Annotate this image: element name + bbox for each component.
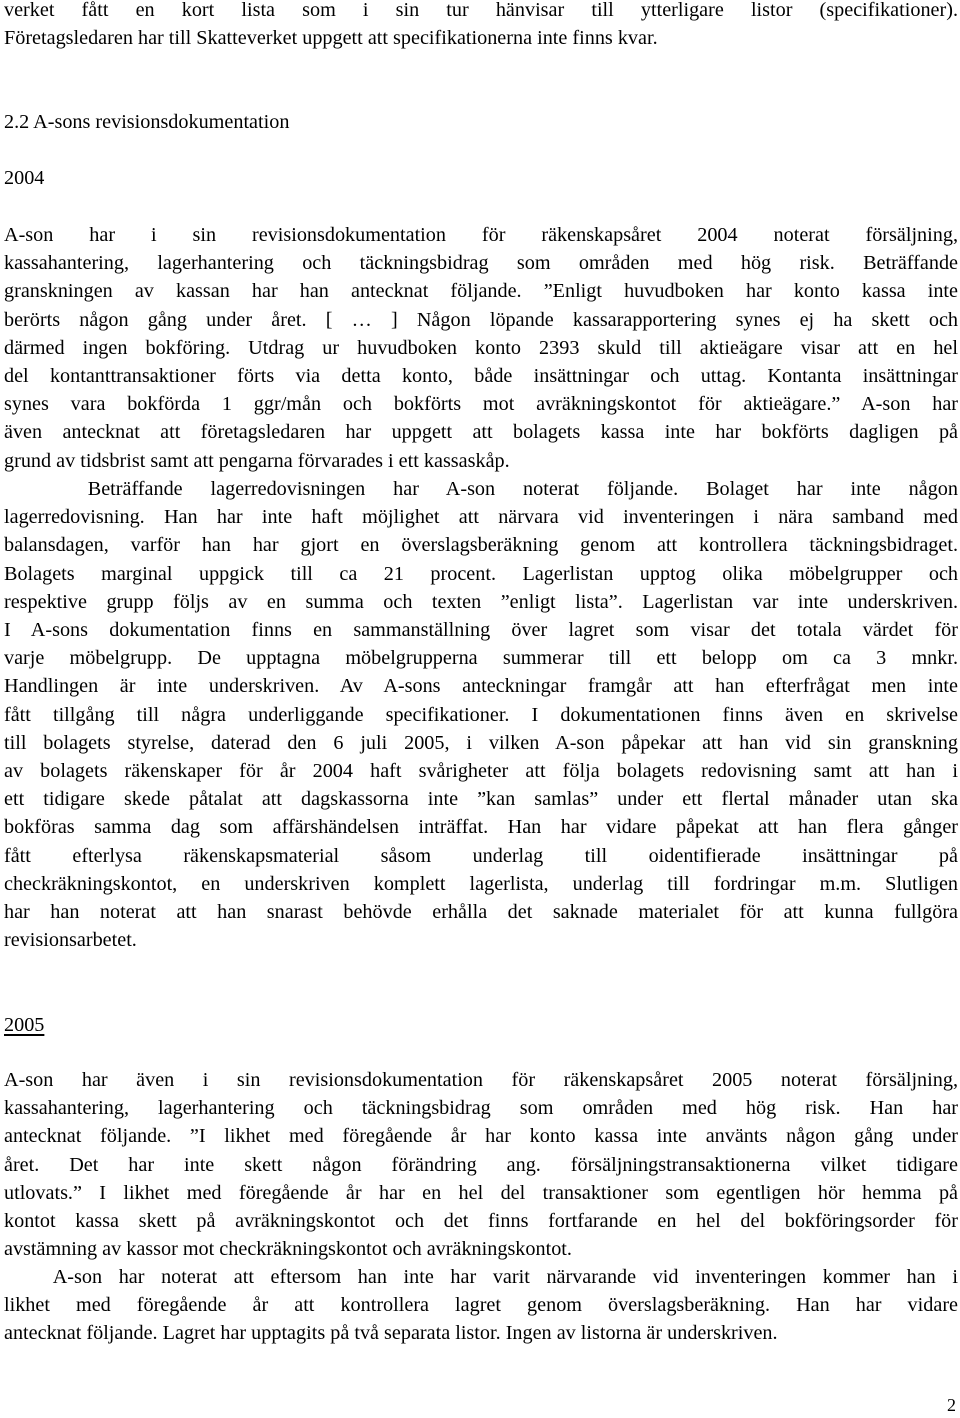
- text-line: lagerredovisning. Han har inte haft möjlighet att närvara vid inventeringen i nära samband med: [4, 506, 958, 529]
- text-line: avstämning av kassor mot checkräkningskontot och avräkningskontot.: [4, 1238, 572, 1261]
- text-line: året. Det har inte skett någon förändring ang. försäljningstransaktionerna vilket tidigare: [4, 1153, 958, 1176]
- text-line: antecknat följande. ”I likhet med föregående år har konto kassa inte använts någon gång under: [4, 1125, 958, 1148]
- text-line: likhet med föregående år att kontrollera lagret genom överslagsberäkning. Han har vidare: [4, 1294, 958, 1317]
- text-line: utlovats.” I likhet med föregående år har en hel del transaktioner som egentligen hör hemma på: [4, 1181, 958, 1204]
- text-line: synes vara bokförda 1 ggr/mån och bokförts mot avräkningskontot för aktieägare.” A-son har: [4, 393, 958, 416]
- text-line: varje möbelgrupp. De upptagna möbelgrupperna summerar till ett belopp om ca 3 mnkr.: [4, 647, 958, 670]
- text-line: grund av tidsbrist samt att pengarna förvarades i ett kassaskåp.: [4, 449, 510, 472]
- text-line: I A-sons dokumentation finns en sammanställning över lagret som visar det totala värdet för: [4, 619, 958, 642]
- text-line: till bolagets styrelse, daterad den 6 juli 2005, i vilken A-son påpekar att han vid sin granskning: [4, 731, 958, 754]
- text-line: granskningen av kassan har han antecknat följande. ”Enligt huvudboken har konto kassa inte: [4, 280, 958, 303]
- year-2005-heading: 2005: [4, 1014, 45, 1036]
- text-line: berörts någon gång under året. [ … ] Någon löpande kassarapportering synes ej ha skett och: [4, 308, 958, 331]
- text-line: bokföras samma dag som affärshändelsen inträffat. Han har vidare påpekat att han flera gånger: [4, 816, 958, 839]
- text-line: fått efterlysa räkenskapsmaterial såsom underlag till oidentifierade insättningar på: [4, 844, 958, 867]
- text-line: revisionsarbetet.: [4, 929, 137, 952]
- text-line: A-son har även i sin revisionsdokumentation för räkenskapsåret 2005 noterat försäljning,: [4, 1069, 958, 1091]
- text-line: Beträffande lagerredovisningen har A-son noterat följande. Bolaget har inte någon: [4, 478, 958, 500]
- text-line: kassahantering, lagerhantering och täckningsbidrag som områden med hög risk. Han har: [4, 1097, 958, 1120]
- text-line: fått tillgång till några underliggande specifikationer. I dokumentationen finns även en skrivelse: [4, 703, 958, 726]
- text-line: kontot kassa skett på avräkningskontot och det finns fortfarande en hel del bokföringsorder för: [4, 1210, 958, 1233]
- intro-line-1: verket fått en kort lista som i sin tur hänvisar till ytterligare listor (specifikationer).: [4, 0, 958, 21]
- text-line: checkräkningskontot, en underskriven komplett lagerlista, underlag till fordringar m.m. Slutligen: [4, 872, 958, 895]
- year-2004-heading: 2004: [4, 167, 45, 189]
- text-line: Bolagets marginal uppgick till ca 21 procent. Lagerlistan upptog olika möbelgrupper och: [4, 562, 958, 585]
- text-line: kassahantering, lagerhantering och täckningsbidrag som områden med hög risk. Beträffande: [4, 252, 958, 275]
- year-2005-paragraph-1: [4, 1066, 958, 1263]
- page-number: 2: [947, 1395, 956, 1415]
- text-line: respektive grupp följs av en summa och texten ”enligt lista”. Lagerlistan var inte underskriven.: [4, 590, 958, 613]
- text-line: A-son har noterat att eftersom han inte har varit närvarande vid inventeringen kommer han i: [4, 1266, 958, 1288]
- text-line: Handlingen är inte underskriven. Av A-sons anteckningar framgår att han efterfrågat men inte: [4, 675, 958, 698]
- text-line: balansdagen, varför han har gjort en överslagsberäkning genom att kontrollera täckningsbidraget.: [4, 534, 958, 557]
- year-2005-paragraph-2: [4, 1263, 958, 1348]
- text-line: av bolagets räkenskaper för år 2004 haft svårigheter att följa bolagets redovisning samt att han i: [4, 760, 958, 783]
- year-2004-paragraph-2: [4, 475, 958, 954]
- year-2004-paragraph-1: [4, 221, 958, 475]
- text-line: har han noterat att han snarast behövde erhålla det saknade materialet för att kunna fullgöra: [4, 901, 958, 924]
- text-line: ett tidigare skede påtalat att dagskassorna inte ”kan samlas” under ett flertal månader utan ska: [4, 788, 958, 811]
- text-line: därmed ingen bokföring. Utdrag ur huvudboken konto 2393 skuld till aktieägare visar att en hel: [4, 336, 958, 359]
- text-line: även antecknat att företagsledaren har uppgett att bolagets kassa inte har bokförts dagligen på: [4, 421, 958, 444]
- intro-line-2: Företagsledaren har till Skatteverket uppgett att specifikationerna inte finns kvar.: [4, 27, 658, 49]
- text-line: antecknat följande. Lagret har upptagits på två separata listor. Ingen av listorna är underskriven.: [4, 1322, 778, 1345]
- text-line: del kontanttransaktioner förts via detta konto, både insättningar och uttag. Kontanta insättningar: [4, 365, 958, 388]
- text-line: A-son har i sin revisionsdokumentation för räkenskapsåret 2004 noterat försäljning,: [4, 224, 958, 246]
- section-heading: 2.2 A-sons revisionsdokumentation: [4, 111, 290, 133]
